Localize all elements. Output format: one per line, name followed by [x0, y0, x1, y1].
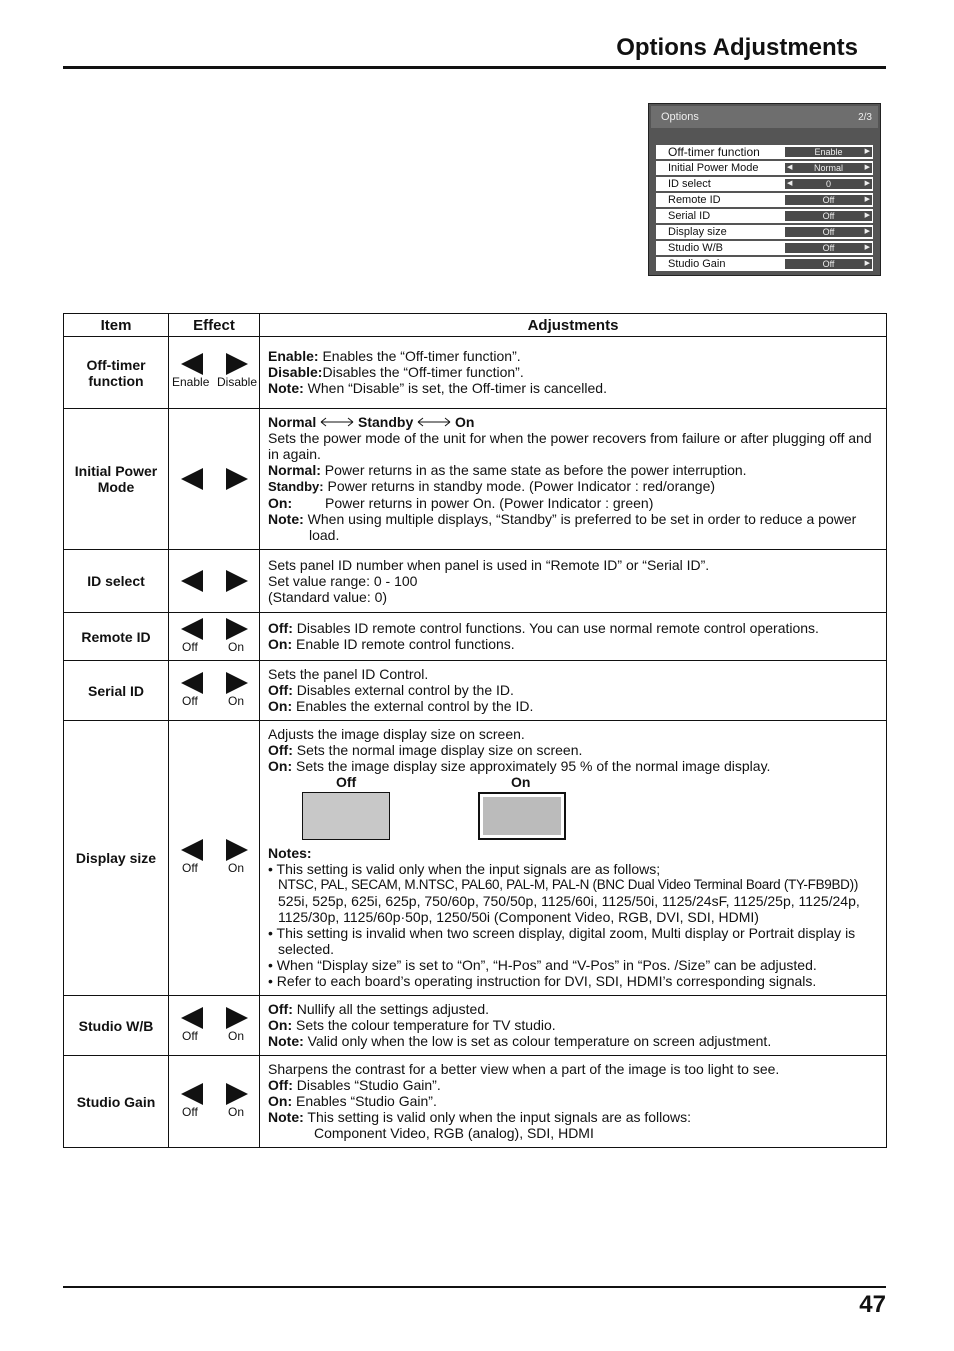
left-arrow-icon [181, 468, 203, 490]
adjustments-cell [260, 550, 887, 613]
adj-line [268, 758, 878, 774]
osd-value-text: Enable [814, 147, 843, 157]
desc: Valid only when the low is set as colour temperature on screen adjustment. [303, 1033, 772, 1049]
right-caption: Disable [217, 374, 258, 389]
right-arrow-icon [226, 1007, 248, 1029]
left-arrow-icon [181, 839, 203, 861]
osd-row [656, 193, 873, 207]
item-cell [64, 550, 169, 613]
term: Enable: [268, 348, 319, 364]
osd-row-value [785, 179, 872, 189]
left-arrow-icon [181, 672, 203, 694]
osd-row-label: Studio Gain [668, 258, 726, 270]
osd-row-value [785, 147, 872, 157]
osd-row-label: Remote ID [668, 194, 721, 206]
desc: Sets the normal image display size on screen. [292, 742, 583, 758]
osd-value-text: 0 [825, 179, 831, 189]
adj-line [268, 1109, 878, 1125]
note-item: • This setting is valid only when the input signals are as follows; [268, 861, 661, 877]
adjustments-cell [260, 613, 887, 661]
adjustments-cell [260, 337, 887, 409]
desc: Enable ID remote control functions. [292, 636, 515, 652]
desc: Disables the “Off-timer function”. [322, 364, 524, 380]
term: Normal: [268, 462, 321, 478]
right-arrow-icon [226, 1083, 248, 1105]
left-arrow-icon [181, 353, 203, 375]
display-size-illustration [268, 792, 878, 842]
footer-rule [63, 1286, 886, 1288]
osd-row [656, 225, 873, 239]
desc: Disables “Studio Gain”. [292, 1077, 441, 1093]
osd-row-value [785, 195, 872, 205]
desc: Disables external control by the ID. [292, 682, 514, 698]
right-arrow-icon: ▶ [864, 148, 870, 155]
term: Off: [268, 620, 293, 636]
desc: When “Disable” is set, the Off-timer is cancelled. [303, 380, 607, 396]
effect-arrows [169, 672, 259, 710]
note-detail: NTSC, PAL, SECAM, M.NTSC, PAL60, PAL-M, PAL-N (BNC Dual Video Terminal Board (TY-FB9BD)) [278, 877, 859, 892]
desc: Sets the colour temperature for TV studio. [292, 1017, 556, 1033]
adj-line [268, 511, 878, 543]
term: On: [268, 636, 293, 652]
screen-off-illustration [302, 792, 390, 840]
right-arrow-icon: ▶ [864, 180, 870, 187]
power-description: Sets the power mode of the unit for when the power recovers from failure or after plugging off and in again. [268, 430, 872, 462]
osd-row [656, 161, 873, 175]
term: Off: [268, 1077, 293, 1093]
desc: Enables “Studio Gain”. [292, 1093, 437, 1109]
mode-normal: Normal [268, 414, 317, 430]
term: Off: [268, 1001, 293, 1017]
item-cell [64, 996, 169, 1056]
left-caption: Off [182, 1104, 198, 1119]
osd-value-text: Off [822, 243, 835, 253]
item-cell [64, 337, 169, 409]
desc: Enables the external control by the ID. [292, 698, 534, 714]
effect-arrows [169, 569, 259, 593]
header-rule [63, 66, 886, 69]
page-title: Options Adjustments [616, 34, 858, 61]
table-row [64, 613, 887, 661]
left-caption: Off [182, 639, 198, 654]
options-table [63, 313, 887, 1148]
term: On: [268, 698, 293, 714]
double-arrow-icon [417, 417, 451, 427]
table-row [64, 661, 887, 721]
osd-value-text: Off [822, 195, 835, 205]
effect-arrows [169, 467, 259, 491]
left-arrow-icon [181, 618, 203, 640]
note-item: • Refer to each board’s operating instruction for DVI, SDI, HDMI’s corresponding signals. [268, 973, 817, 989]
right-arrow-icon: ▶ [864, 260, 870, 267]
term: Note: [268, 1033, 304, 1049]
osd-row-label: Serial ID [668, 210, 711, 222]
right-arrow-icon: ▶ [864, 196, 870, 203]
adj-line [268, 636, 878, 652]
adj-line [268, 462, 878, 478]
item-cell [64, 661, 169, 721]
right-arrow-icon [226, 353, 248, 375]
osd-value-text: Off [822, 259, 835, 269]
display-size-labels [268, 774, 878, 790]
osd-row [656, 209, 873, 223]
osd-row [656, 257, 873, 271]
osd-row-value [785, 227, 872, 237]
item-label: Off-timer function [86, 356, 146, 389]
left-arrow-icon [181, 1083, 203, 1105]
column-header-adjustments: Adjustments [260, 314, 887, 337]
term: On: [268, 758, 293, 774]
term: On: [268, 495, 293, 511]
right-caption: On [228, 861, 245, 875]
item-label: Initial Power Mode [74, 463, 158, 495]
left-caption: Off [182, 1028, 198, 1043]
table-row [64, 996, 887, 1056]
item-cell [64, 721, 169, 996]
illustration-label-on: On [511, 774, 531, 790]
adj-line [268, 620, 878, 636]
osd-row-value [785, 243, 872, 253]
adjustments-cell [260, 721, 887, 996]
table-row [64, 337, 887, 409]
term: Note: [268, 1109, 304, 1125]
osd-row [656, 145, 873, 159]
mode-standby: Standby [358, 414, 414, 430]
table-row [64, 409, 887, 550]
left-caption: Enable [172, 374, 210, 389]
osd-row-value [785, 259, 872, 269]
item-label: ID select [87, 573, 145, 589]
effect-arrows [169, 839, 259, 877]
left-arrow-icon [181, 1007, 203, 1029]
left-arrow-icon [181, 570, 203, 592]
effect-cell [169, 721, 260, 996]
right-arrow-icon [226, 618, 248, 640]
left-caption: Off [182, 861, 198, 875]
adj-line [268, 1017, 878, 1033]
note-item: • This setting is invalid when two screen display, digital zoom, Multi display or Portrait display is selected. [268, 925, 856, 957]
effect-arrows [169, 351, 259, 395]
effect-arrows [169, 1083, 259, 1121]
adjustments-cell [260, 1056, 887, 1148]
osd-row-label: Off-timer function [668, 145, 760, 159]
osd-row-value [785, 211, 872, 221]
effect-arrows [169, 1007, 259, 1045]
osd-value-text: Off [822, 227, 835, 237]
adjustments-cell [260, 409, 887, 550]
effect-cell [169, 550, 260, 613]
effect-cell [169, 1056, 260, 1148]
osd-value-text: Normal [813, 163, 843, 173]
term: Note: [268, 511, 304, 527]
screen-on-illustration [478, 792, 566, 840]
options-osd-menu [648, 103, 881, 276]
right-caption: On [228, 639, 245, 654]
adj-line [268, 495, 878, 511]
illustration-label-off: Off [336, 774, 357, 790]
effect-cell [169, 661, 260, 721]
effect-cell [169, 337, 260, 409]
adj-line [268, 1033, 878, 1049]
osd-title: Options [661, 111, 699, 123]
right-arrow-icon [226, 672, 248, 694]
effect-cell [169, 409, 260, 550]
right-arrow-icon [226, 570, 248, 592]
adj-line: Adjusts the image display size on screen. [268, 726, 525, 742]
item-label: Studio W/B [78, 1017, 154, 1034]
desc: Power returns in standby mode. (Power Indicator : red/orange) [323, 478, 716, 494]
desc: This setting is valid only when the input signals are as follows: [303, 1109, 692, 1125]
table-row [64, 1056, 887, 1148]
term: Standby: [268, 479, 324, 494]
adj-line: Set value range: 0 - 100 [268, 572, 418, 589]
osd-row-label: Initial Power Mode [668, 162, 759, 174]
left-arrow-icon: ◀ [787, 164, 793, 171]
note-item: • When “Display size” is set to “On”, “H-Pos” and “V-Pos” in “Pos. /Size” can be adjusted. [268, 957, 817, 973]
adj-line [268, 682, 878, 698]
page-number: 47 [859, 1291, 886, 1318]
osd-row-label: ID select [668, 178, 711, 190]
left-caption: Off [182, 693, 198, 708]
right-arrow-icon: ▶ [864, 244, 870, 251]
power-sequence [268, 414, 878, 430]
right-caption: On [228, 693, 245, 708]
osd-row-label: Display size [668, 226, 727, 238]
desc: Enables the “Off-timer function”. [318, 348, 521, 364]
adj-line: Sharpens the contrast for a better view when a part of the image is too light to see. [268, 1061, 780, 1077]
osd-value-text: Off [822, 211, 835, 221]
term: Note: [268, 380, 304, 396]
osd-row [656, 241, 873, 255]
adj-line [268, 742, 878, 758]
right-arrow-icon: ▶ [864, 212, 870, 219]
effect-arrows [169, 618, 259, 656]
table-header-row [64, 314, 887, 337]
notes-heading: Notes: [268, 845, 312, 861]
item-label: Display size [75, 850, 157, 866]
adjustments-cell [260, 996, 887, 1056]
adj-line [268, 380, 878, 396]
term: Off: [268, 742, 293, 758]
adjustments-cell [260, 661, 887, 721]
item-cell [64, 1056, 169, 1148]
adj-line [268, 1077, 878, 1093]
adj-line [268, 698, 878, 714]
term: Disable: [268, 364, 323, 380]
term: On: [268, 1093, 293, 1109]
item-label: Serial ID [87, 682, 145, 699]
effect-cell [169, 613, 260, 661]
desc: Power returns in power On. (Power Indicator : green) [325, 495, 654, 511]
desc: Power returns in as the same state as before the power interruption. [320, 462, 747, 478]
right-arrow-icon [226, 468, 248, 490]
adj-line: Sets the panel ID Control. [268, 666, 429, 682]
desc: Disables ID remote control functions. You can use normal remote control operations. [292, 620, 819, 636]
adj-line [268, 1001, 878, 1017]
mode-on: On [455, 414, 475, 430]
double-arrow-icon [320, 417, 354, 427]
item-label: Studio Gain [76, 1093, 156, 1110]
right-caption: On [228, 1028, 245, 1043]
adj-line: (Standard value: 0) [268, 588, 388, 605]
desc: When using multiple displays, “Standby” is preferred to be set in order to reduce a power load. [303, 511, 857, 543]
osd-row [656, 177, 873, 191]
adj-line [268, 478, 878, 495]
note-detail: 525i, 525p, 625i, 625p, 750/60p, 750/50p, 1125/60i, 1125/50i, 1125/24sF, 1125/25p, 1125/24p, 1125/30p, 1125/60p·50p, 1250/50i (Component Video, RGB, DVI, SDI, HDMI) [278, 893, 860, 925]
osd-page-indicator: 2/3 [858, 112, 872, 123]
table-row [64, 721, 887, 996]
right-arrow-icon [226, 839, 248, 861]
right-caption: On [228, 1104, 245, 1119]
osd-header [651, 106, 878, 128]
term: On: [268, 1017, 293, 1033]
adj-line: Sets panel ID number when panel is used in “Remote ID” or “Serial ID”. [268, 556, 710, 573]
osd-row-value [785, 163, 872, 173]
desc: Nullify all the settings adjusted. [292, 1001, 489, 1017]
adj-line [268, 1093, 878, 1109]
adj-line [268, 348, 878, 364]
osd-row-label: Studio W/B [668, 242, 724, 254]
column-header-effect: Effect [169, 314, 260, 337]
item-cell [64, 613, 169, 661]
term: Off: [268, 682, 293, 698]
adj-line [268, 364, 878, 380]
desc: Sets the image display size approximately 95 % of the normal image display. [292, 758, 771, 774]
left-arrow-icon: ◀ [787, 180, 793, 187]
effect-cell [169, 996, 260, 1056]
table-row [64, 550, 887, 613]
item-label: Remote ID [81, 628, 151, 645]
osd-rows [656, 145, 873, 273]
right-arrow-icon: ▶ [864, 228, 870, 235]
column-header-item: Item [64, 314, 169, 337]
adj-line: Component Video, RGB (analog), SDI, HDMI [314, 1125, 594, 1141]
right-arrow-icon: ▶ [864, 164, 870, 171]
item-cell [64, 409, 169, 550]
